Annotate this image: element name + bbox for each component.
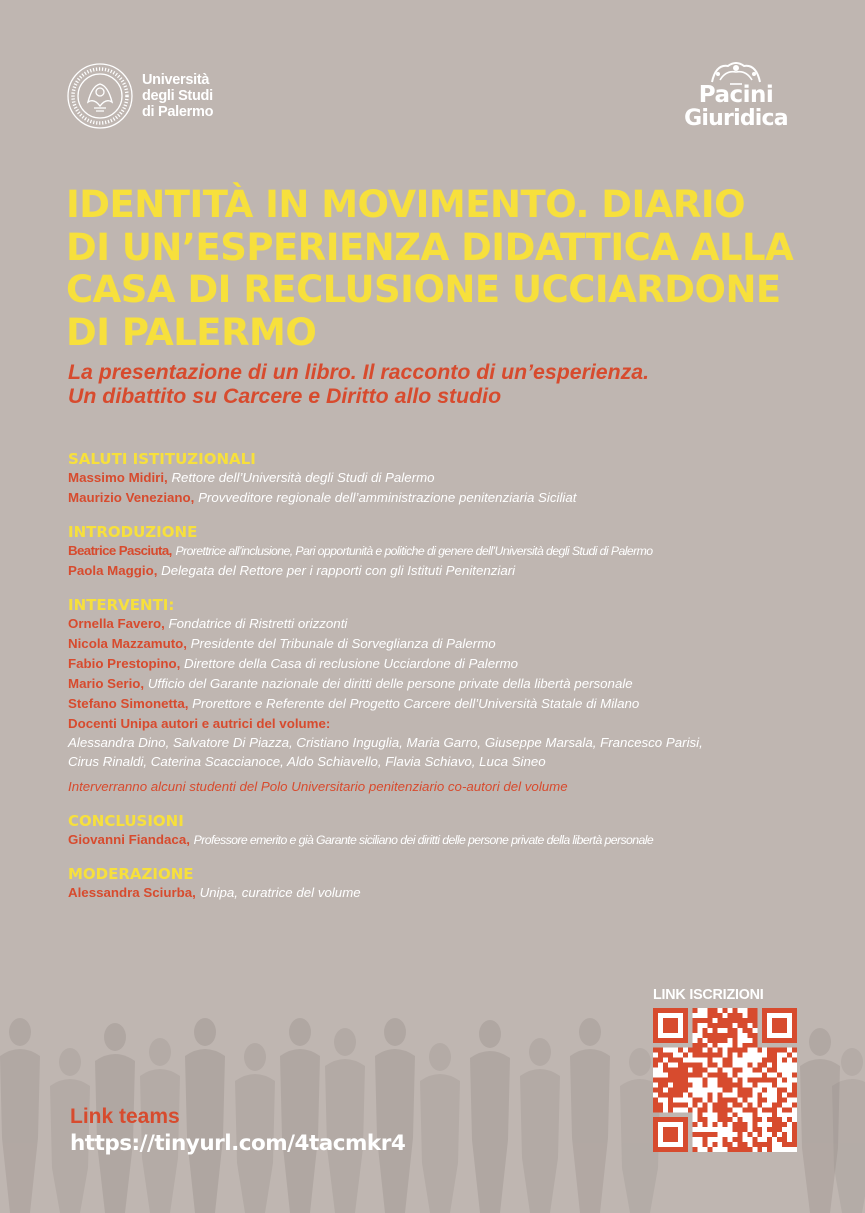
speaker-name: Nicola Mazzamuto,	[68, 636, 187, 651]
person-silhouette	[570, 1018, 610, 1213]
speaker-role: Presidente del Tribunale di Sorveglianza di Palermo	[190, 636, 496, 651]
section-heading-conclusioni: CONCLUSIONI	[68, 812, 184, 830]
teams-link-url[interactable]: https://tinyurl.com/4tacmkr4	[70, 1131, 406, 1156]
university-name-line2: degli Studi	[142, 88, 213, 104]
person-silhouette	[280, 1018, 320, 1213]
speaker-name: Maurizio Veneziano,	[68, 490, 195, 505]
speaker-role: Ufficio del Garante nazionale dei diritti delle persone private della libertà personale	[147, 676, 633, 691]
publisher-name-line2: Giuridica	[684, 106, 788, 131]
speaker-name: Paola Maggio,	[68, 563, 158, 578]
university-logo	[66, 62, 213, 130]
authors-heading: Docenti Unipa autori e autrici del volume:	[68, 716, 331, 731]
authors-line2: Cirus Rinaldi, Caterina Scaccianoce, Aldo Schiavello, Flavia Schiavo, Luca Sineo	[68, 754, 546, 769]
speaker-role: Fondatrice di Ristretti orizzonti	[168, 616, 348, 631]
speaker-entry	[68, 654, 808, 674]
authors-list	[68, 733, 808, 771]
program	[68, 450, 808, 903]
university-name-line1: Università	[142, 72, 210, 88]
registration-qr-code[interactable]	[653, 1008, 797, 1152]
speaker-entry	[68, 614, 808, 634]
person-silhouette	[470, 1020, 510, 1213]
speaker-entry	[68, 694, 808, 714]
section-heading-saluti: SALUTI ISTITUZIONALI	[68, 450, 256, 468]
page-title	[66, 184, 826, 354]
university-seal-icon	[66, 62, 134, 130]
speaker-name: Alessandra Sciurba,	[68, 885, 196, 900]
speaker-entry	[68, 830, 808, 850]
university-name-line3: di Palermo	[142, 104, 214, 120]
person-silhouette	[185, 1018, 225, 1213]
speaker-entry	[68, 634, 808, 654]
title-line2: DI UN’ESPERIENZA DIDATTICA ALLA	[66, 225, 794, 269]
speaker-name: Massimo Midiri,	[68, 470, 168, 485]
title-line1: IDENTITÀ IN MOVIMENTO. DIARIO	[66, 183, 746, 226]
speaker-entry	[68, 883, 808, 903]
section-heading-interventi: INTERVENTI:	[68, 596, 175, 614]
speaker-name: Fabio Prestopino,	[68, 656, 181, 671]
speaker-name: Stefano Simonetta,	[68, 696, 189, 711]
person-silhouette	[325, 1028, 365, 1213]
section-heading-introduzione: INTRODUZIONE	[68, 523, 198, 541]
speaker-entry	[68, 674, 808, 694]
title-line4: DI PALERMO	[66, 310, 317, 354]
person-silhouette	[375, 1018, 415, 1213]
person-silhouette	[420, 1043, 460, 1213]
subtitle-line1: La presentazione di un libro. Il racconto di un’esperienza.	[68, 360, 650, 384]
speaker-name: Mario Serio,	[68, 676, 145, 691]
speaker-role: Unipa, curatrice del volume	[199, 885, 361, 900]
title-line3: CASA DI RECLUSIONE UCCIARDONE	[66, 268, 781, 311]
speaker-role: Prorettore e Referente del Progetto Carcere dell’Università Statale di Milano	[192, 696, 640, 711]
speaker-entry	[68, 488, 808, 508]
speaker-name: Giovanni Fiandaca,	[68, 832, 190, 847]
speaker-entry	[68, 541, 808, 561]
person-silhouette	[235, 1043, 275, 1213]
speaker-role: Prorettrice all’inclusione, Pari opportunità e politiche di genere dell’Università degli Studi di Palermo	[175, 544, 653, 558]
speaker-role: Provveditore regionale dell’amministrazione penitenziaria Siciliat	[198, 490, 577, 505]
speaker-entry	[68, 561, 808, 581]
subtitle	[68, 360, 649, 408]
university-name	[142, 72, 213, 120]
teams-link-label: Link teams	[70, 1105, 180, 1128]
speaker-entry	[68, 468, 808, 488]
speaker-role: Direttore della Casa di reclusione Ucciardone di Palermo	[184, 656, 519, 671]
speaker-role: Rettore dell’Università degli Studi di Palermo	[171, 470, 435, 485]
publisher-logo	[676, 58, 796, 138]
section-heading-moderazione: MODERAZIONE	[68, 865, 194, 883]
speaker-role: Professore emerito e già Garante siciliano dei diritti delle persone private della libertà personale	[193, 833, 654, 847]
speaker-role: Delegata del Rettore per i rapporti con gli Istituti Penitenziari	[161, 563, 516, 578]
publisher-name-line1: Pacini	[698, 82, 774, 108]
speaker-name: Ornella Favero,	[68, 616, 165, 631]
registration-label: LINK ISCRIZIONI	[653, 987, 764, 1003]
person-silhouette	[520, 1038, 560, 1213]
subtitle-line2: Un dibattito su Carcere e Diritto allo studio	[68, 384, 502, 408]
speaker-name: Beatrice Pasciuta,	[68, 543, 172, 558]
students-note: Interverranno alcuni studenti del Polo Universitario penitenziario co-autori del volume	[68, 779, 568, 794]
person-silhouette	[0, 1018, 40, 1213]
authors-line1: Alessandra Dino, Salvatore Di Piazza, Cristiano Inguglia, Maria Garro, Giuseppe Marsala, Francesco Parisi,	[68, 735, 703, 750]
